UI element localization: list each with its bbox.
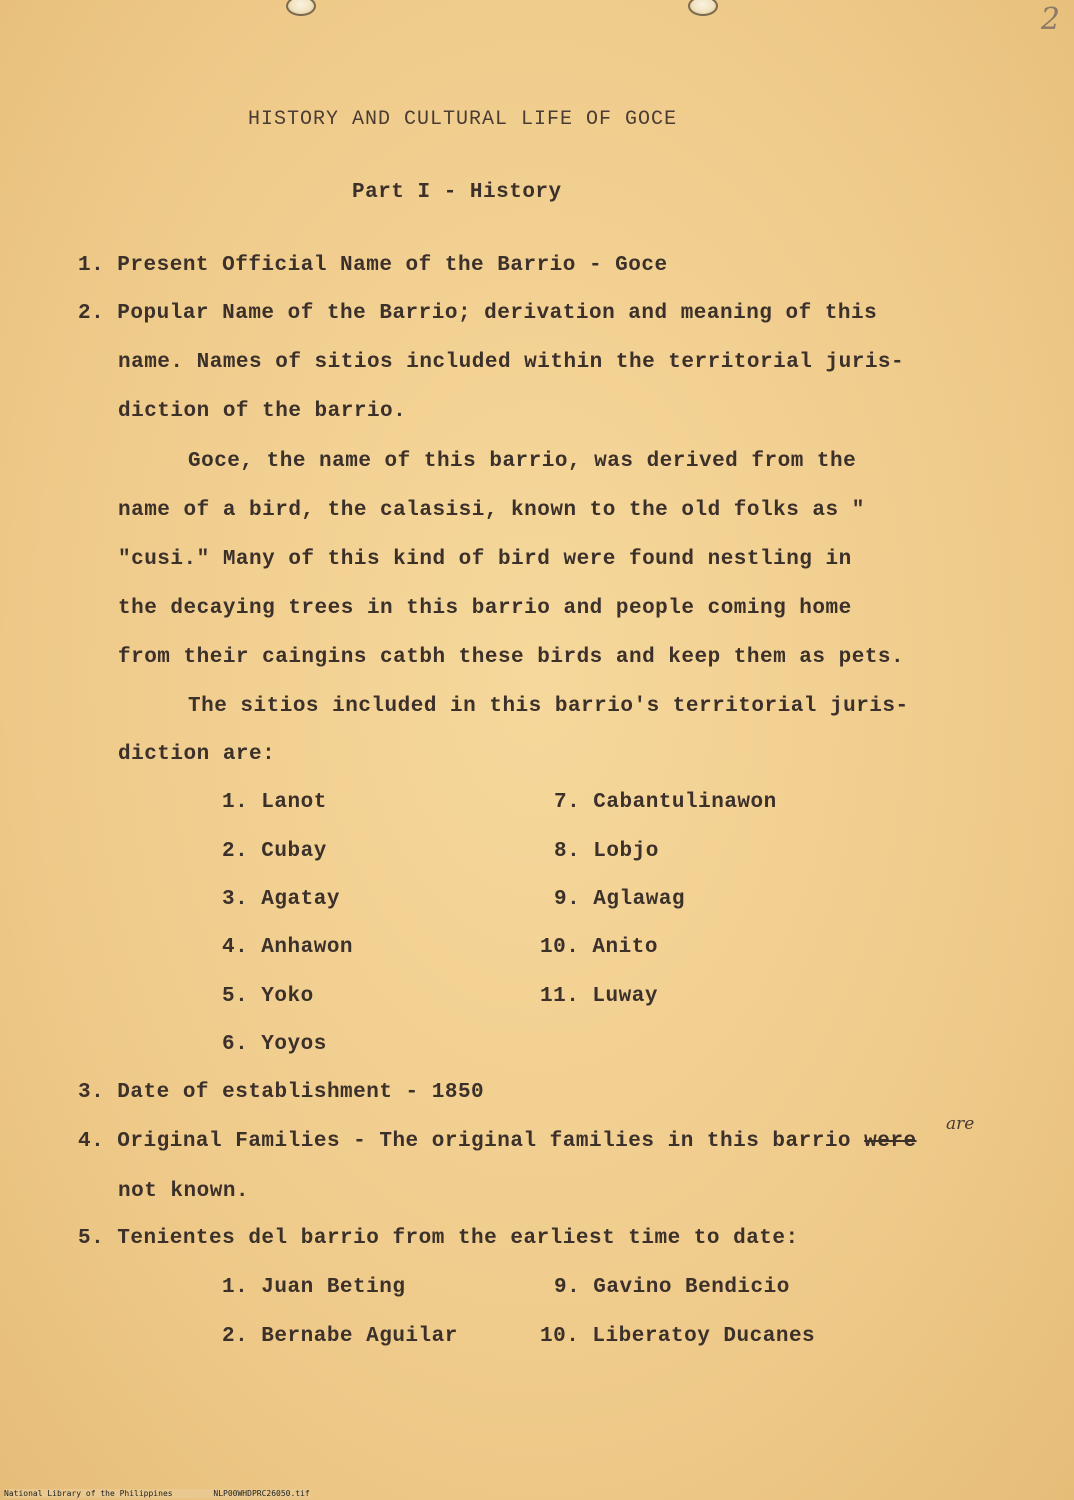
- list-item: 2. Cubay: [222, 840, 327, 863]
- list-item: 4. Anhawon: [222, 936, 354, 959]
- question-1: 1. Present Official Name of the Barrio - Goce: [78, 254, 668, 277]
- question-4-line-2: not known.: [118, 1180, 250, 1203]
- question-2-line-2: name. Names of sitios included within the territorial juris-: [118, 351, 905, 374]
- list-item: 9. Gavino Bendicio: [554, 1276, 790, 1299]
- footer-library: National Library of the Philippines: [4, 1489, 173, 1498]
- list-item: 3. Agatay: [222, 888, 340, 911]
- list-item: 5. Yoko: [222, 985, 314, 1008]
- list-item: 1. Juan Beting: [222, 1276, 406, 1299]
- page-number-mark: 2: [1040, 2, 1060, 37]
- footer-file: NLP00WHDPRC26050.tif: [213, 1489, 310, 1498]
- struck-word: were: [864, 1130, 917, 1153]
- question-2-line-3: diction of the barrio.: [118, 400, 407, 423]
- question-5: 5. Tenientes del barrio from the earliest time to date:: [78, 1227, 799, 1250]
- list-item: 10. Anito: [540, 936, 658, 959]
- question-4-line-1: [78, 1130, 917, 1153]
- list-item: 11. Luway: [540, 985, 658, 1008]
- list-item: 1. Lanot: [222, 791, 327, 814]
- handwritten-correction: are: [946, 1114, 975, 1134]
- paragraph-1-line-1: Goce, the name of this barrio, was derived from the: [188, 450, 857, 473]
- paragraph-1-line-3: "cusi." Many of this kind of bird were found nestling in: [118, 548, 852, 571]
- paragraph-1-line-2: name of a bird, the calasisi, known to the old folks as ": [118, 499, 865, 522]
- document-title: HISTORY AND CULTURAL LIFE OF GOCE: [248, 108, 678, 131]
- list-item: 8. Lobjo: [554, 840, 659, 863]
- scan-footer: [4, 1489, 310, 1498]
- question-2-line-1: 2. Popular Name of the Barrio; derivation and meaning of this: [78, 302, 878, 325]
- list-item: 6. Yoyos: [222, 1033, 327, 1056]
- list-item: 9. Aglawag: [554, 888, 686, 911]
- paragraph-2-line-1: The sitios included in this barrio's territorial juris-: [188, 695, 909, 718]
- punch-hole-left: [286, 0, 316, 16]
- part-heading: Part I - History: [352, 181, 562, 204]
- list-item: 10. Liberatoy Ducanes: [540, 1325, 816, 1348]
- paragraph-2-line-2: diction are:: [118, 743, 276, 766]
- paragraph-1-line-5: from their caingins catbh these birds and keep them as pets.: [118, 646, 905, 669]
- list-item: 2. Bernabe Aguilar: [222, 1325, 458, 1348]
- list-item: 7. Cabantulinawon: [554, 791, 777, 814]
- question-4-text: 4. Original Families - The original families in this barrio: [78, 1130, 852, 1153]
- question-3: 3. Date of establishment - 1850: [78, 1081, 485, 1104]
- paragraph-1-line-4: the decaying trees in this barrio and people coming home: [118, 597, 852, 620]
- punch-hole-right: [688, 0, 718, 16]
